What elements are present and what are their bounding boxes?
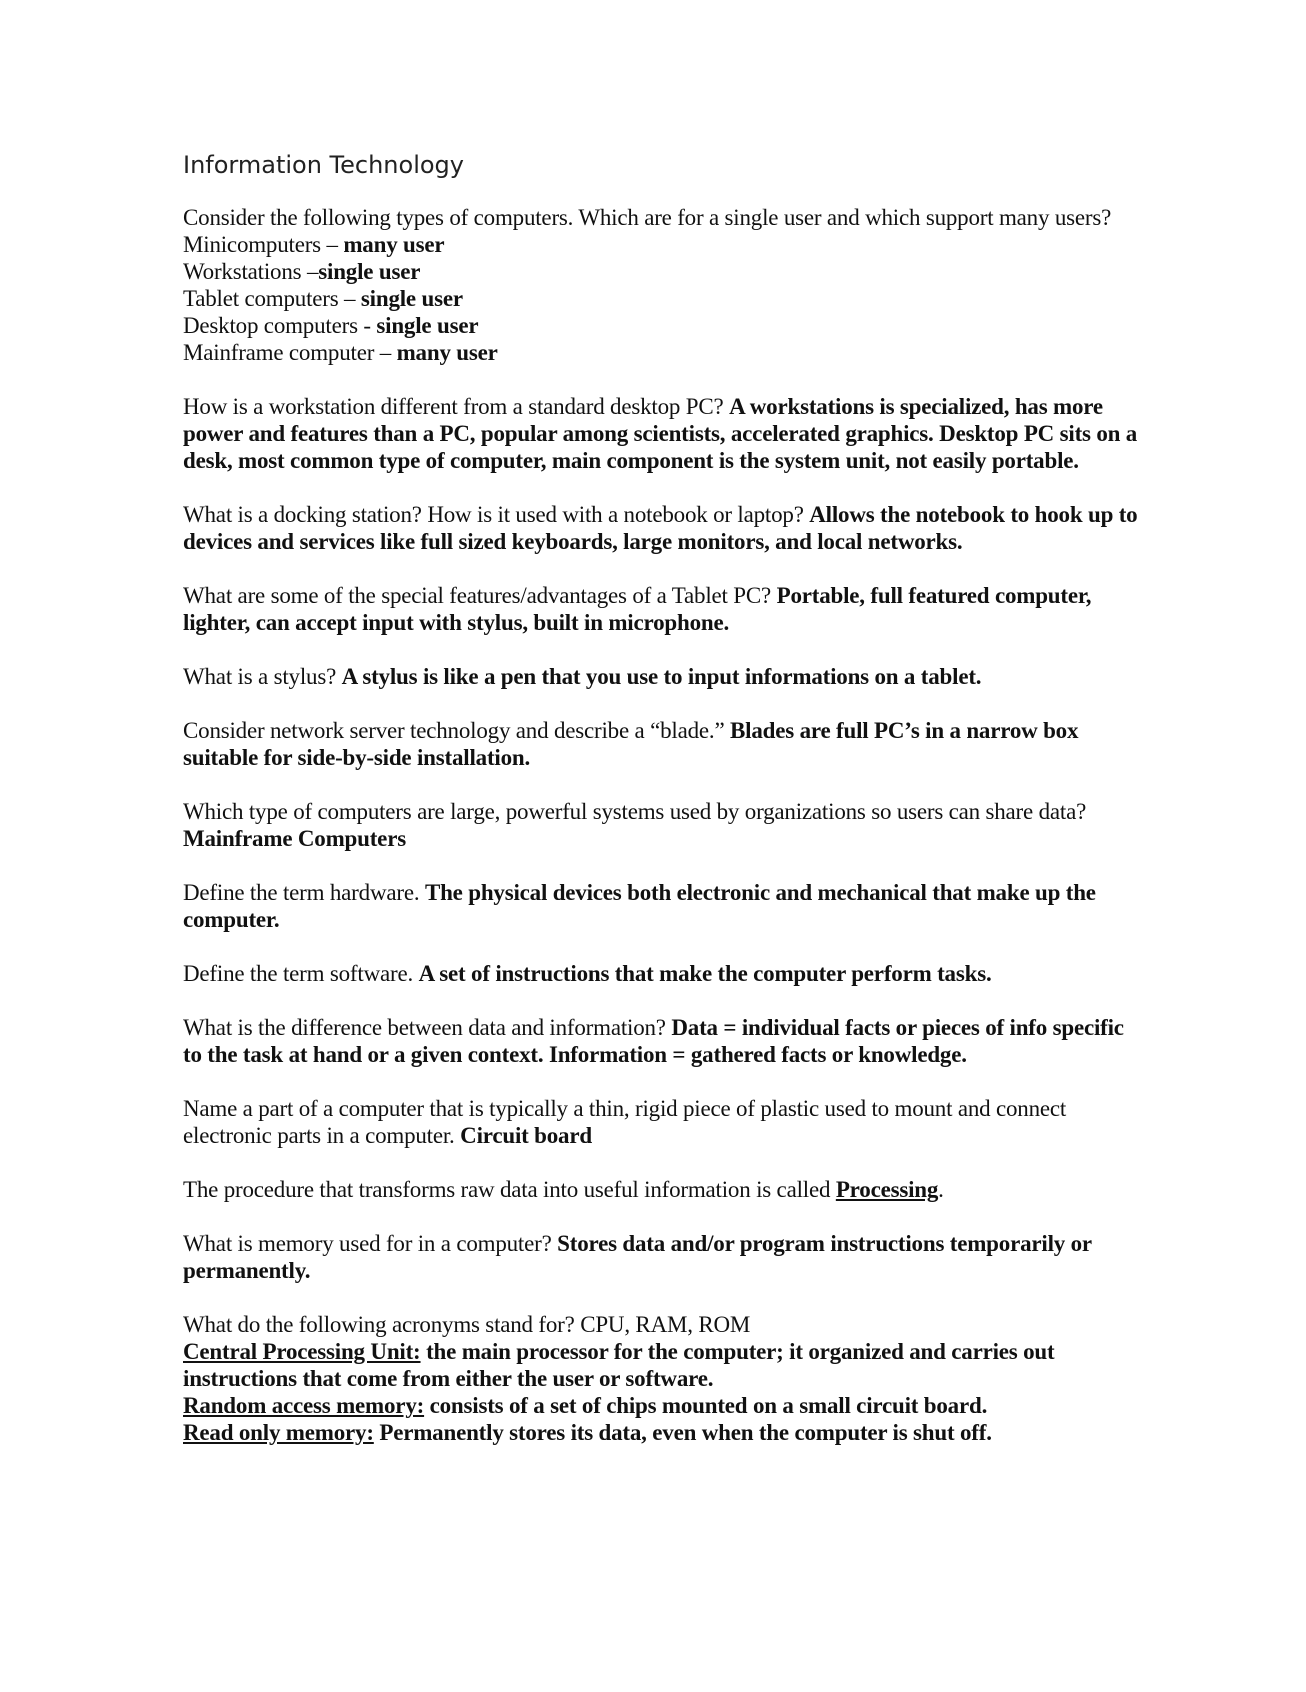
list-item [183,1419,1143,1446]
question-text: What are some of the special features/advantages of a Tablet PC? [183,583,777,608]
answer-text: A workstations is specialized, has more power and features than a PC, popular among scientists, accelerated graphics. Desktop PC sits on a desk, most common type of computer, main component is the system unit, not easily portable. [183,394,1138,473]
question-text: Which type of computers are large, powerful systems used by organizations so users can share data? [183,799,1087,824]
list-item: Minicomputers – many user [183,232,445,257]
answer-text: A set of instructions that make the computer perform tasks. [418,961,992,986]
question-text: How is a workstation different from a standard desktop PC? [183,394,730,419]
answer-text: Blades are full PC’s in a narrow box suitable for side-by-side installation. [183,718,1079,770]
answer-text: A stylus is like a pen that you use to input informations on a tablet. [341,664,982,689]
question-blade [183,717,1143,771]
question-software [183,960,1143,987]
acronym-definition: consists of a set of chips mounted on a small circuit board. [424,1393,988,1418]
list-item [183,1392,1143,1419]
answer-text: Portable, full featured computer, lighter, can accept input with stylus, built in microphone. [183,583,1092,635]
answer-text: Data = individual facts or pieces of info specific to the task at hand or a given context. Information = gathered facts or knowledge. [183,1015,1124,1067]
question-tablet-pc [183,582,1143,636]
question-acronyms [183,1311,1143,1446]
answer-text: single user [318,259,421,284]
question-text: What is the difference between data and information? [183,1015,672,1040]
document-page [183,150,1143,1473]
document-title: Information Technology [183,151,464,179]
question-circuit-board [183,1095,1143,1149]
acronym-definition: Permanently stores its data, even when the computer is shut off. [373,1420,992,1445]
question-stylus [183,663,1143,690]
question-text: The procedure that transforms raw data into useful information is called [183,1177,836,1202]
answer-text: Stores data and/or program instructions temporarily or permanently. [183,1231,1092,1283]
question-text: Consider network server technology and describe a “blade.” [183,718,731,743]
answer-text: single user [360,286,463,311]
question-mainframe [183,798,1143,852]
question-memory [183,1230,1143,1284]
punctuation: . [938,1177,944,1202]
question-processing [183,1176,1143,1203]
question-text: What is memory used for in a computer? [183,1231,558,1256]
answer-text: many user [396,340,498,365]
question-text: Name a part of a computer that is typically a thin, rigid piece of plastic used to mount and connect electronic parts in a computer. [183,1096,1067,1148]
question-workstation [183,393,1143,474]
answer-text: Allows the notebook to hook up to devices and services like full sized keyboards, large monitors, and local networks. [183,502,1138,554]
question-text: Define the term hardware. [183,880,425,905]
question-text: What is a docking station? How is it used with a notebook or laptop? [183,502,810,527]
question-docking-station [183,501,1143,555]
answer-text: many user [343,232,445,257]
question-data-information [183,1014,1143,1068]
answer-text: Circuit board [460,1123,592,1148]
list-item: Workstations –single user [183,259,421,284]
acronym-term: Random access memory: [183,1393,425,1418]
question-computer-types [183,204,1143,366]
acronym-definition: the main processor for the computer; it organized and carries out instructions that come from either the user or software. [183,1339,1055,1391]
answer-text: Mainframe Computers [183,826,406,851]
answer-text: single user [376,313,479,338]
question-text: Consider the following types of computers. Which are for a single user and which support many users? [183,205,1112,230]
answer-text: The physical devices both electronic and mechanical that make up the computer. [183,880,1096,932]
list-item: Mainframe computer – many user [183,340,498,365]
question-text: Define the term software. [183,961,419,986]
list-item [183,1338,1143,1392]
question-text: What do the following acronyms stand for? CPU, RAM, ROM [183,1312,751,1337]
acronym-term: Read only memory: [183,1420,374,1445]
answer-text: Processing [835,1177,939,1202]
question-text: What is a stylus? [183,664,342,689]
acronym-term: Central Processing Unit: [183,1339,421,1364]
list-item: Desktop computers - single user [183,313,479,338]
list-item: Tablet computers – single user [183,286,463,311]
question-hardware [183,879,1143,933]
